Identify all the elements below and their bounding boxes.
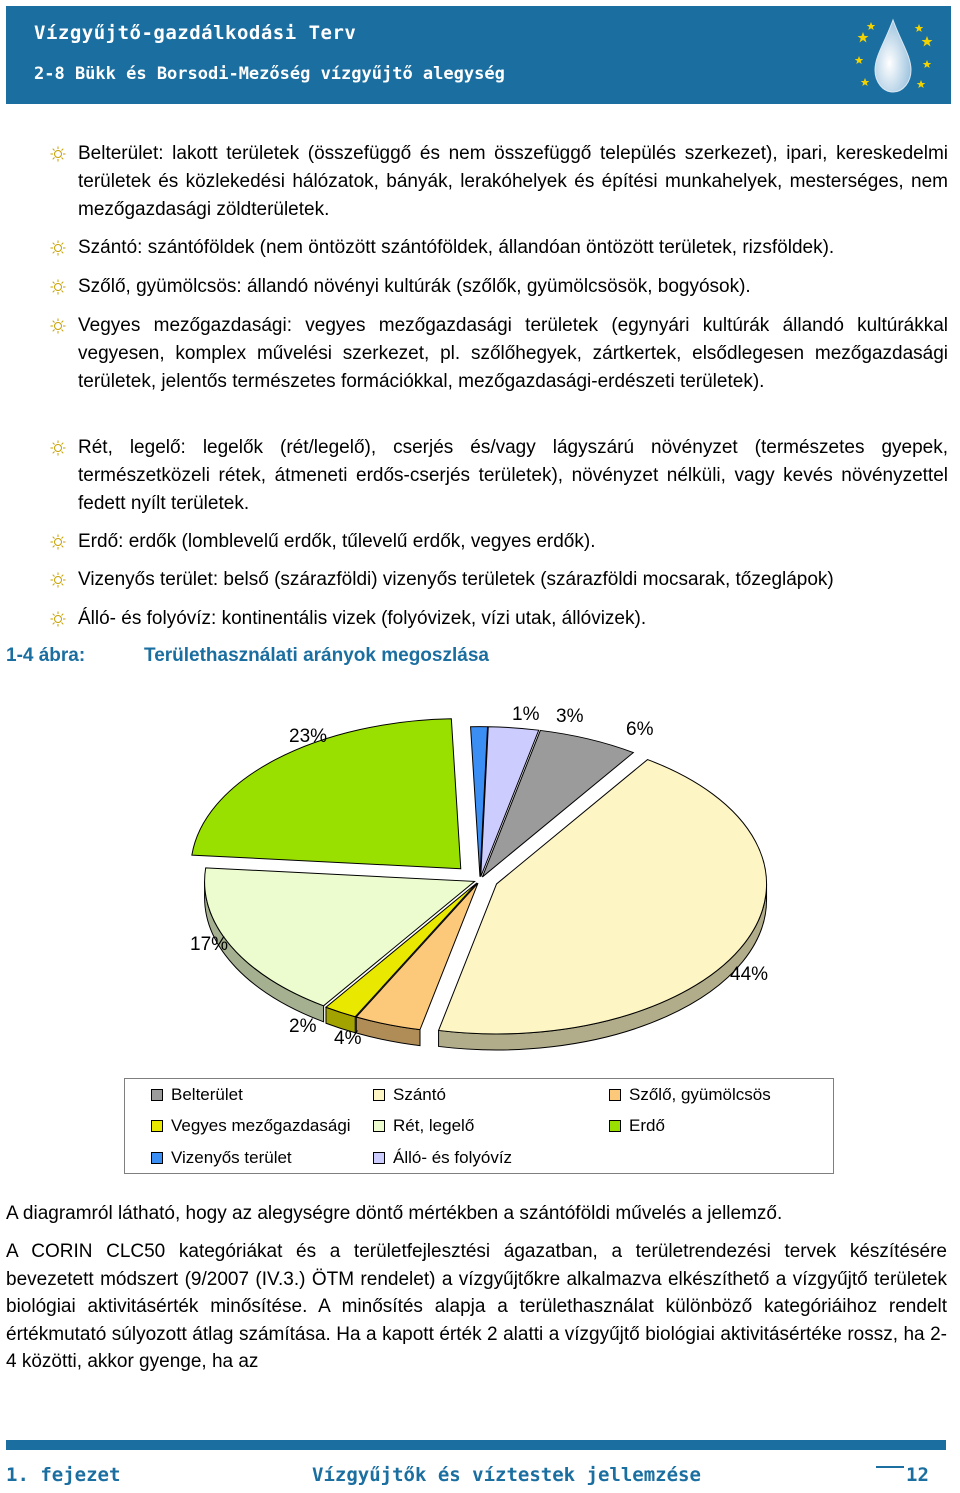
body-paragraph: A diagramról látható, hogy az alegységre döntő mértékben a szántóföldi művelés a jellemző. <box>6 1203 783 1224</box>
list-item: Rét, legelő: legelők (rét/legelő), cserjés és/vagy lágyszárú növényzet (természetes gyepek, természetközeli rétek, átmeneti erdős-cserjés területek), növényzet nélküli, vagy kevés növényzettel fedett nyílt területek. <box>50 434 948 518</box>
legend-label: Szántó <box>393 1085 446 1104</box>
pie-data-label: 4% <box>334 1028 362 1049</box>
legend-item <box>373 1116 474 1136</box>
pie-data-label: 17% <box>190 934 229 955</box>
pie-data-label: 1% <box>512 704 540 725</box>
list-item: Erdő: erdők (lomblevelű erdők, tűlevelű erdők, vegyes erdők). <box>50 528 948 556</box>
sun-bullet-icon <box>50 534 66 550</box>
list-item: Álló- és folyóvíz: kontinentális vizek (folyóvizek, vízi utak, állóvizek). <box>50 605 948 633</box>
legend-label: Belterület <box>171 1085 243 1104</box>
footer-page-number: 12 <box>906 1464 929 1486</box>
body-paragraph: A CORIN CLC50 kategóriákat és a területfejlesztési ágazatban, a területrendezési tervek készítésére bevezetett módszert (9/2007 (IV.3.) ÖTM rendelet) a vízgyűjtőkre alkalmazva elkészíthető a vízgyűjtő területek biológiai aktivitásérték minősítése. A minősítés alapja a területhasználat különböző kategóriáihoz rendelt értékmutató súlyozott átlag számítása. Ha a kapott érték 2 alatti a vízgyűjtő biológiai aktivitásértéke rossz, ha 2-4 közötti, akkor gyenge, ha az <box>6 1241 947 1372</box>
sun-bullet-icon <box>50 279 66 295</box>
legend-item <box>151 1148 292 1168</box>
legend-label: Vegyes mezőgazdasági <box>171 1116 351 1135</box>
page-header <box>6 6 951 104</box>
legend-item <box>373 1085 446 1105</box>
pie-data-label: 6% <box>626 719 654 740</box>
legend-label: Vizenyős terület <box>171 1148 292 1167</box>
sun-bullet-icon <box>50 318 66 334</box>
legend-item <box>373 1148 512 1168</box>
sun-bullet-icon <box>50 240 66 256</box>
legend-swatch <box>373 1152 385 1164</box>
legend-label: Rét, legelő <box>393 1116 475 1135</box>
water-drop-logo-icon <box>849 12 937 100</box>
sun-bullet-icon <box>50 611 66 627</box>
legend-swatch <box>373 1089 385 1101</box>
legend-swatch <box>373 1120 385 1132</box>
chart-legend <box>124 1078 834 1174</box>
header-subtitle: 2-8 Bükk és Borsodi-Mezőség vízgyűjtő alegység <box>34 64 505 84</box>
legend-item <box>151 1085 243 1105</box>
pie-data-label: 44% <box>730 964 769 985</box>
legend-label: Álló- és folyóvíz <box>393 1148 513 1167</box>
legend-item <box>609 1116 665 1136</box>
figure-number: 1-4 ábra: <box>6 645 86 666</box>
legend-label: Erdő <box>629 1116 665 1135</box>
list-item: Belterület: lakott területek (összefüggő és nem összefüggő település szerkezet), ipari, kereskedelmi területek és közlekedési hálózatok, bányák, lerakóhelyek és építési munkahelyek, mesterséges, nem mezőgazdasági zöldterületek. <box>50 140 948 224</box>
legend-item <box>609 1085 771 1105</box>
legend-swatch <box>151 1152 163 1164</box>
legend-label: Szőlő, gyümölcsös <box>629 1085 771 1104</box>
header-title: Vízgyűjtő-gazdálkodási Terv <box>34 22 357 44</box>
sun-bullet-icon <box>50 440 66 456</box>
pie-data-label: 2% <box>289 1016 317 1037</box>
footer-rule <box>6 1440 946 1450</box>
sun-bullet-icon <box>50 146 66 162</box>
sun-bullet-icon <box>50 572 66 588</box>
legend-swatch <box>151 1120 163 1132</box>
pie-data-label: 23% <box>289 726 328 747</box>
figure-title: Területhasználati arányok megoszlása <box>144 645 489 666</box>
legend-item <box>151 1116 351 1136</box>
legend-swatch <box>151 1089 163 1101</box>
footer-dash <box>876 1466 904 1468</box>
legend-swatch <box>609 1089 621 1101</box>
legend-swatch <box>609 1120 621 1132</box>
list-item: Vegyes mezőgazdasági: vegyes mezőgazdasági területek (egynyári kultúrák állandó kultúrákkal vegyesen, komplex művelési szerkezet, pl. szőlőhegyek, zártkertek, elsődlegesen mezőgazdasági területek, jelentős természetes formációkkal, mezőgazdasági-erdészeti területek). <box>50 312 948 396</box>
list-item: Vizenyős terület: belső (szárazföldi) vizenyős területek (szárazföldi mocsarak, tőzeglápok) <box>50 566 948 594</box>
footer-title: Vízgyűjtők és víztestek jellemzése <box>312 1464 701 1486</box>
list-item: Szőlő, gyümölcsös: állandó növényi kultúrák (szőlők, gyümölcsösök, bogyósok). <box>50 273 948 301</box>
list-item: Szántó: szántóföldek (nem öntözött szántóföldek, állandóan öntözött területek, rizsföldek). <box>50 234 948 262</box>
pie-data-label: 3% <box>556 706 584 727</box>
footer-chapter: 1. fejezet <box>6 1464 121 1486</box>
